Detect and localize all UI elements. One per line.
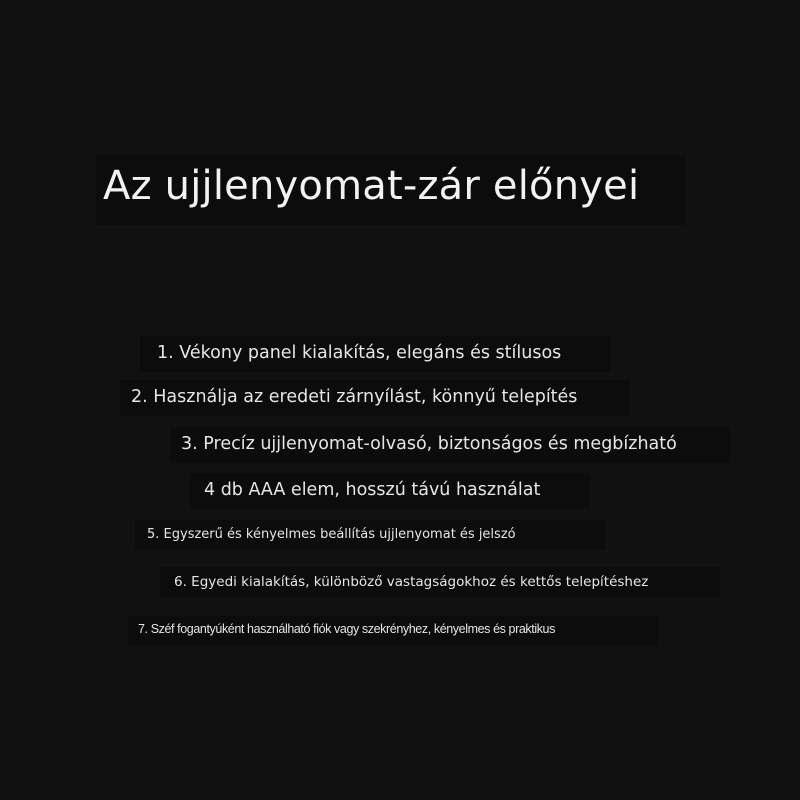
feature-item-4: 4 db AAA elem, hosszú távú használat (204, 480, 541, 500)
feature-item-7: 7. Széf fogantyúként használható fiók vagy szekrényhez, kényelmes és praktikus (138, 622, 555, 636)
feature-item-2: 2. Használja az eredeti zárnyílást, könnyű telepítés (131, 387, 578, 407)
page-title: Az ujjlenyomat-zár előnyei (103, 163, 640, 209)
feature-item-5: 5. Egyszerű és kényelmes beállítás ujjlenyomat és jelszó (147, 527, 516, 542)
feature-item-6: 6. Egyedi kialakítás, különböző vastagságokhoz és kettős telepítéshez (174, 574, 649, 590)
feature-item-1: 1. Vékony panel kialakítás, elegáns és stílusos (157, 343, 562, 363)
feature-item-3: 3. Precíz ujjlenyomat-olvasó, biztonságos és megbízható (181, 434, 677, 454)
